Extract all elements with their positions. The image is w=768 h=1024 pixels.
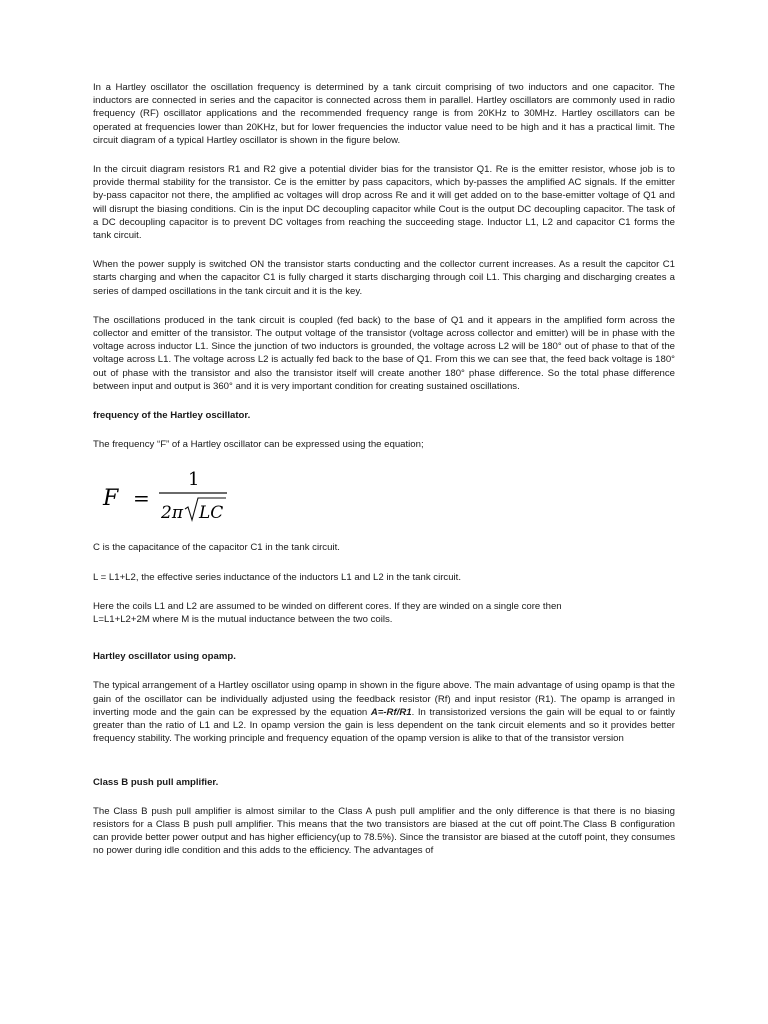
heading-opamp: Hartley oscillator using opamp.: [93, 651, 236, 663]
formula-equals: =: [133, 486, 150, 511]
paragraph-circuit-description: In the circuit diagram resistors R1 and R2 give a potential divider bias for the transistor Q1. Re is the emitter resistor, whose job is to provide thermal stability for the transistor. Ce is the emitter by pass capacitors, which by-passes the amplified AC signals. If the emitter by-pass capacitor not there, the amplified ac voltages will drop across Re and it will get added on to the base-emitter voltage of Q1 and will disrupt the biasing conditions. Cin is the input DC decoupling capacitor while Cout is the output DC decoupling capacitor. The task of a DC decoupling capacitor is to prevent DC voltages from reaching the succeeding stage. Inductor L1, L2 and capacitor C1 forms the tank circuit.: [93, 164, 675, 242]
paragraph-opamp-part2: . In transistorized versions the gain will be equal to or faintly greater than the ratio of L1 and L2. In opamp version the gain is less dependent on the tank circuit elements and so it provides better frequency stability. The working principle and frequency equation of the opamp version is alike to that of the transistor version: [93, 706, 675, 745]
paragraph-intro: In a Hartley oscillator the oscillation frequency is determined by a tank circuit comprising of two inductors and one capacitor. The inductors are connected in series and the capacitor is connected across them in parallel. Hartley oscillators are commonly used in radio frequency (RF) oscillator applications and the recommended frequency range is from 20KHz to 30MHz. Hartley oscillators can be operated at frequencies lower than 20KHz, but for lower frequencies the inductor value need to be high and it has a practical limit. The circuit diagram of a typical Hartley oscillator is shown in the figure below.: [93, 82, 675, 146]
paragraph-capacitance: C is the capacitance of the capacitor C1 in the tank circuit.: [93, 542, 340, 554]
formula-lhs: F: [103, 486, 119, 512]
formula-denominator-prefix: 2π: [161, 503, 183, 524]
paragraph-coils-line1: Here the coils L1 and L2 are assumed to be winded on different cores. If they are winded on a single core then: [93, 600, 562, 612]
formula-numerator: 1: [188, 469, 200, 491]
spacer: [93, 762, 675, 776]
paragraph-coils-line2: L=L1+L2+2M where M is the mutual inductance between the two coils.: [93, 614, 393, 626]
paragraph-feedback-phase: The oscillations produced in the tank circuit is coupled (fed back) to the base of Q1 and it appears in the amplified form across the collector and emitter of the transistor. The output voltage of the transistor (voltage across collector and emitter) will be in phase with the voltage across inductor L1. Since the junction of two inductors is grounded, the voltage across L2 will be 180° out of phase to that of the voltage across L1. The voltage across L2 is actually fed back to the base of Q1. From this we can see that, the feed back voltage is 180° out of phase with the transistor and also the transistor itself will create another 180° phase difference. So the total phase difference between input and output is 360° and it is very important condition for creating sustained oscillations.: [93, 314, 675, 392]
paragraph-power-on: When the power supply is switched ON the transistor starts conducting and the collector current increases. As a result the capcitor C1 starts charging and when the capacitor C1 is fully charged it starts discharging through coil L1. This charging and discharging creates a series of damped oscillations in the tank circuit and it is the key.: [93, 259, 675, 297]
formula-graphic: [99, 461, 279, 527]
frequency-formula: [99, 461, 675, 527]
formula-radicand: LC: [199, 503, 224, 524]
paragraph-frequency-intro: The frequency “F” of a Hartley oscillator can be expressed using the equation;: [93, 439, 424, 451]
heading-class-b: Class B push pull amplifier.: [93, 776, 219, 788]
paragraph-class-b: The Class B push pull amplifier is almost similar to the Class A push pull amplifier and the only difference is that there is no biasing resistors for a Class B push pull amplifier. This means that the two transistors are biased at the cut off point.The Class B configuration can provide better power output and has higher efficiency(up to 78.5%). Since the transistor are biased at the cutoff point, they consumes no power during idle condition and this adds to the efficiency. The advantages of: [93, 805, 676, 857]
heading-frequency: frequency of the Hartley oscillator.: [93, 410, 251, 422]
paragraph-inductance: L = L1+L2, the effective series inductance of the inductors L1 and L2 in the tank circuit.: [93, 571, 461, 583]
spacer: [93, 642, 675, 650]
paragraph-opamp: [93, 679, 675, 745]
paragraph-opamp-part1: The typical arrangement of a Hartley oscillator using opamp in shown in the figure above. The main advantage of using opamp is that the gain of the oscillator can be individually adjusted using the feedback resistor (Rf) and input resistor (R1). The opamp is arranged in inverting mode and the gain can be expressed by the equation: [93, 680, 675, 718]
opamp-gain-equation: A=-Rf/R1: [370, 706, 412, 718]
